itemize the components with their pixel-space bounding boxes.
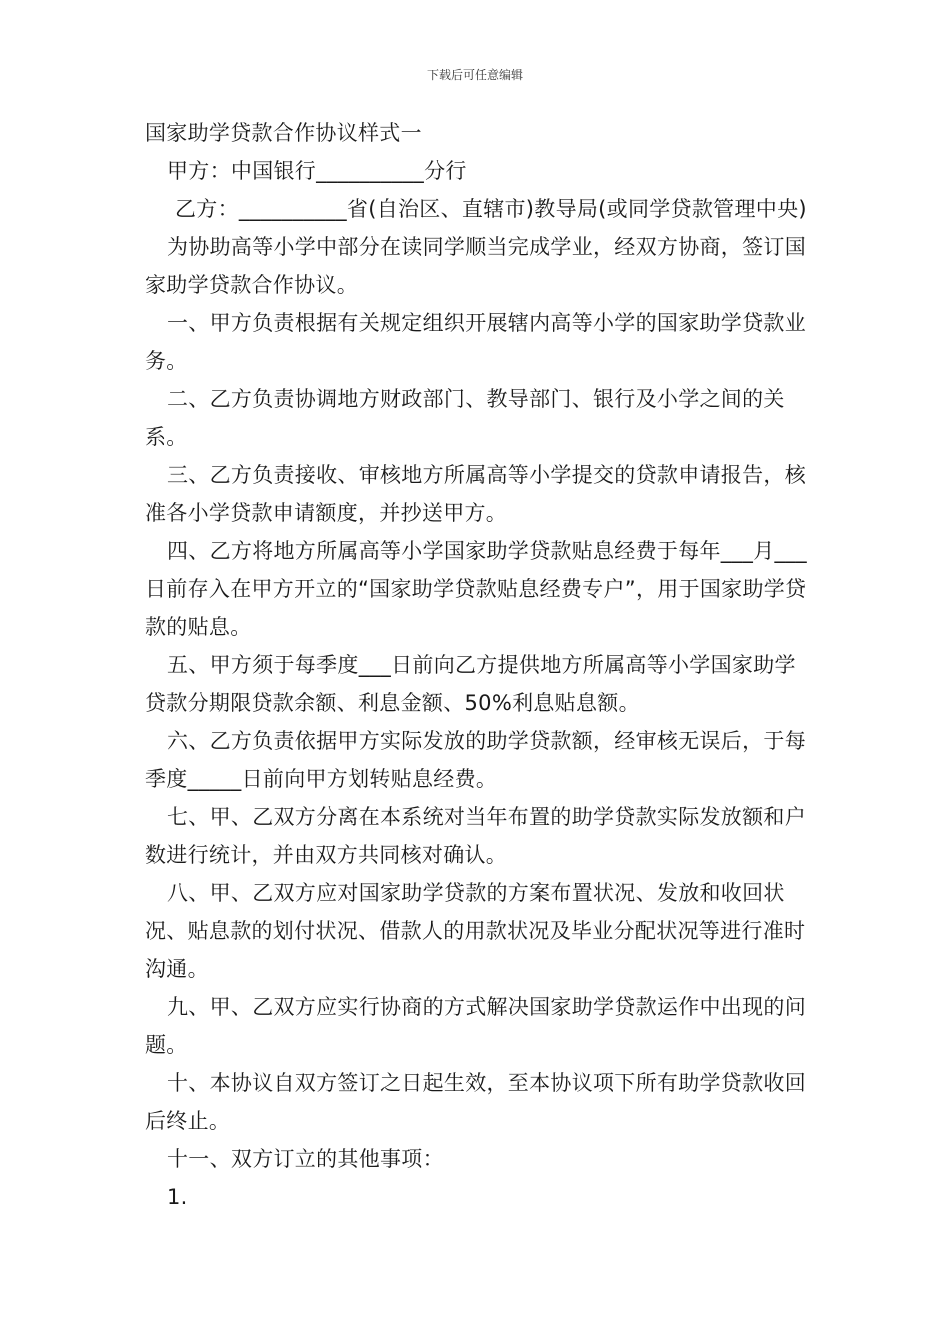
clause-9: 九、甲、乙双方应实行协商的方式解决国家助学贷款运作中出现的问题。 [145, 995, 806, 1057]
clause-1: 一、甲方负责根据有关规定组织开展辖内高等小学的国家助学贷款业务。 [145, 311, 806, 373]
party-a-line: 甲方：中国银行__________分行 [167, 159, 467, 183]
party-b-line: 乙方：__________省(自治区、直辖市)教导局(或同学贷款管理中央) [175, 197, 807, 221]
list-item-1: 1. [167, 1185, 188, 1209]
clause-3: 三、乙方负责接收、审核地方所属高等小学提交的贷款申请报告，核准各小学贷款申请额度，并抄送甲方。 [145, 463, 806, 525]
clause-10: 十、本协议自双方签订之日起生效，至本协议项下所有助学贷款收回后终止。 [145, 1071, 806, 1133]
clause-5: 五、甲方须于每季度___日前向乙方提供地方所属高等小学国家助学贷款分期限贷款余额、利息金额、50%利息贴息额。 [145, 653, 796, 715]
clause-11: 十一、双方订立的其他事项： [167, 1147, 444, 1171]
document-body [145, 114, 810, 1216]
clause-4: 四、乙方将地方所属高等小学国家助学贷款贴息经费于每年___月___日前存入在甲方开立的“国家助学贷款贴息经费专户”，用于国家助学贷款的贴息。 [145, 539, 807, 639]
clause-8: 八、甲、乙双方应对国家助学贷款的方案布置状况、发放和收回状况、贴息款的划付状况、借款人的用款状况及毕业分配状况等进行准时沟通。 [145, 881, 806, 981]
document-title: 国家助学贷款合作协议样式一 [145, 121, 422, 145]
page-header-note: 下载后可任意编辑 [426, 68, 523, 82]
clause-2: 二、乙方负责协调地方财政部门、教导部门、银行及小学之间的关系。 [145, 387, 785, 449]
clause-6: 六、乙方负责依据甲方实际发放的助学贷款额，经审核无误后，于每季度_____日前向甲方划转贴息经费。 [145, 729, 806, 791]
clause-7: 七、甲、乙双方分离在本系统对当年布置的助学贷款实际发放额和户数进行统计，并由双方共同核对确认。 [145, 805, 806, 867]
preamble-paragraph: 为协助高等小学中部分在读同学顺当完成学业，经双方协商，签订国家助学贷款合作协议。 [145, 235, 806, 297]
